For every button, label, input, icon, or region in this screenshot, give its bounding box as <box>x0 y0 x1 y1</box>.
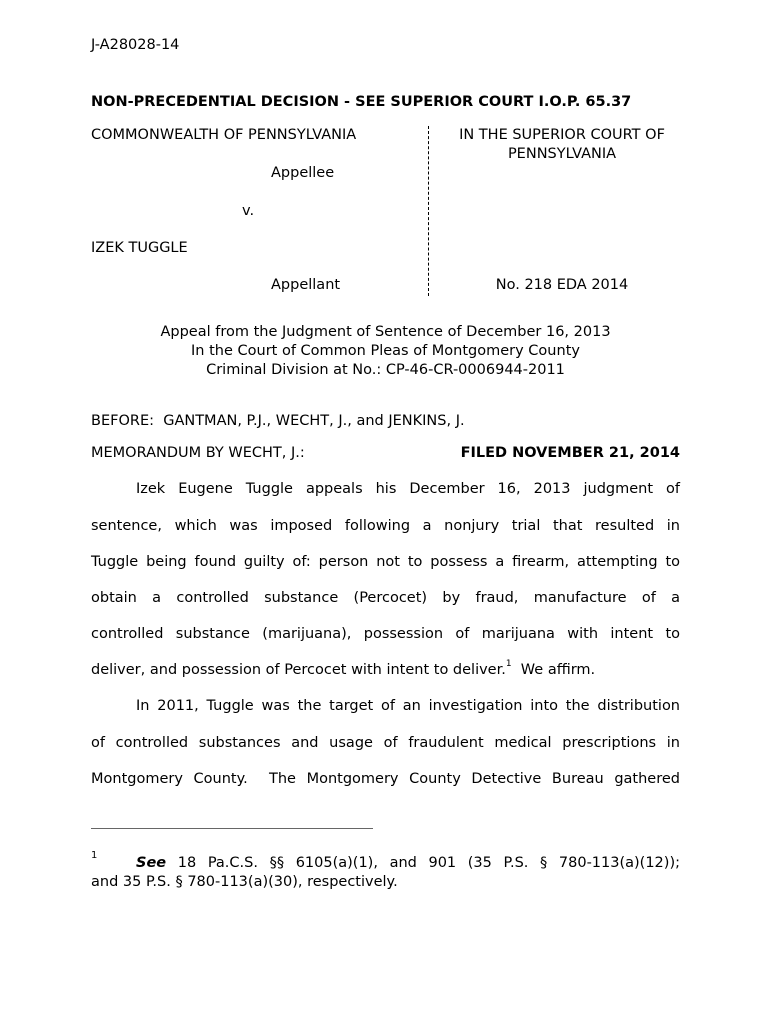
footnote-number: 1 <box>91 850 98 861</box>
footnote-line1-text: 18 Pa.C.S. §§ 6105(a)(1), and 901 (35 P.S. § 780-113(a)(12)); <box>166 855 680 871</box>
footnote-divider <box>91 828 373 829</box>
appellee-name: COMMONWEALTH OF PENNSYLVANIA <box>91 127 357 143</box>
case-number: No. 218 EDA 2014 <box>495 277 629 293</box>
court-name-line1: IN THE SUPERIOR COURT OF <box>459 127 665 143</box>
appellee-role: Appellee <box>271 165 335 181</box>
memorandum-author: MEMORANDUM BY WECHT, J.: <box>91 445 305 461</box>
para2-line3: Montgomery County. The Montgomery County Detective Bureau gathered <box>91 771 680 787</box>
appeal-info-line1: Appeal from the Judgment of Sentence of December 16, 2013 <box>160 324 611 340</box>
filed-date: FILED NOVEMBER 21, 2014 <box>460 445 680 461</box>
appeal-info-line3: Criminal Division at No.: CP-46-CR-0006944-2011 <box>206 362 565 378</box>
para2-line2: of controlled substances and usage of fraudulent medical prescriptions in <box>91 735 680 751</box>
para1-line5: controlled substance (marijuana), possession of marijuana with intent to <box>91 626 680 642</box>
court-name-line2: PENNSYLVANIA <box>507 146 617 162</box>
para1-line6-end: We affirm. <box>511 662 596 678</box>
para1-line6-text: deliver, and possession of Percocet with intent to deliver. <box>91 662 506 678</box>
footnote-see: See <box>136 855 167 871</box>
panel-before: BEFORE: GANTMAN, P.J., WECHT, J., and JENKINS, J. <box>91 413 465 429</box>
caption-divider <box>428 126 429 296</box>
docket-code: J-A28028-14 <box>91 37 180 53</box>
appeal-info-line2: In the Court of Common Pleas of Montgomery County <box>191 343 580 359</box>
decision-notice: NON-PRECEDENTIAL DECISION - SEE SUPERIOR COURT I.O.P. 65.37 <box>91 94 632 110</box>
footnote-reference[interactable]: 1 <box>505 659 512 669</box>
appellant-name: IZEK TUGGLE <box>91 240 188 256</box>
footnote-line2: and 35 P.S. § 780-113(a)(30), respectively. <box>91 874 398 890</box>
para1-line3: Tuggle being found guilty of: person not to possess a firearm, attempting to <box>91 554 680 570</box>
versus-label: v. <box>242 203 255 219</box>
appellant-role: Appellant <box>271 277 341 293</box>
para1-line6 <box>91 659 596 678</box>
para1-line1: Izek Eugene Tuggle appeals his December 16, 2013 judgment of <box>136 481 680 497</box>
para2-line1: In 2011, Tuggle was the target of an investigation into the distribution <box>136 698 680 714</box>
para1-line2: sentence, which was imposed following a nonjury trial that resulted in <box>91 518 680 534</box>
footnote-line1 <box>136 855 680 871</box>
para1-line4: obtain a controlled substance (Percocet) by fraud, manufacture of a <box>91 590 680 606</box>
